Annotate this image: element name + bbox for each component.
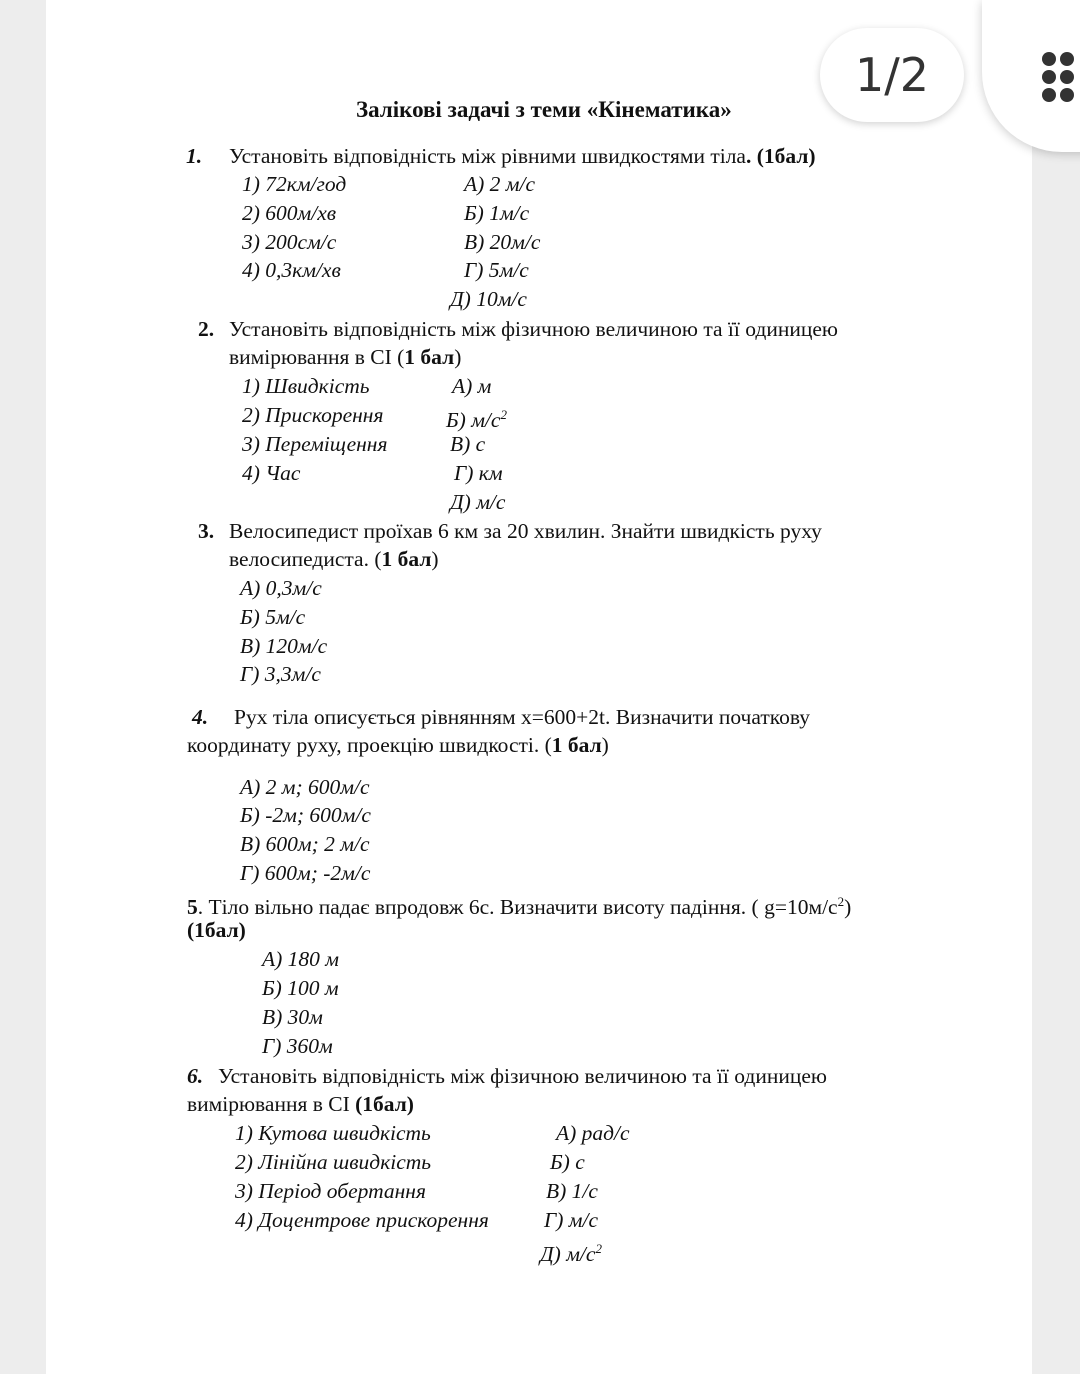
q2-right-item: А) м [452,374,492,398]
q6-text-line1: Установіть відповідність між фізичною величиною та її одиницею [218,1064,827,1088]
q6-text-line2: вимірювання в СІ (1бал) [187,1092,414,1116]
q2-text-line2: вимірювання в СІ (1 бал) [229,345,462,369]
q1-right-item: Г) 5м/с [464,258,529,282]
q6-left-item: 3) Період обертання [235,1179,426,1203]
q1-left-item: 3) 200см/с [242,230,337,254]
q2-left-item: 3) Переміщення [242,432,388,456]
q1-left-item: 1) 72км/год [242,172,347,196]
q1-number: 1. [186,144,203,168]
q6-right-item: В) 1/с [546,1179,598,1203]
q2-left-item: 4) Час [242,461,301,485]
q5-option: А) 180 м [262,947,340,971]
q2-right-item: Б) $м/с^2$ [446,407,507,433]
q4-option: Г) 600м; -2м/с [240,861,371,885]
q2-text-line1: Установіть відповідність між фізичною величиною та її одиницею [229,317,838,341]
q1-left-item: 2) 600м/хв [242,201,337,225]
q6-left-item: 4) Доцентрове прискорення [235,1208,489,1232]
q1-right-item: Д) 10м/с [450,287,527,311]
q1-left-item: 4) 0,3км/хв [242,258,341,282]
document-page [46,0,1032,1374]
q5-option: Б) 100 м [262,976,339,1000]
q6-right-item: Д) $м/с^2$ [540,1241,602,1267]
q5-text: 5. Тіло вільно падає впродовж 6с. Визначити висоту падіння. ( $g=10м/с^2$) [187,894,852,920]
q5-option: Г) 360м [262,1034,333,1058]
q4-number: 4. [192,705,209,729]
q2-number: 2. [198,317,215,341]
page-indicator: 1/2 [820,28,964,122]
q2-left-item: 2) Прискорення [242,403,384,427]
grid-dots-icon[interactable] [1042,52,1074,104]
q3-number: 3. [198,519,215,543]
q1-right-item: Б) 1м/с [464,201,530,225]
q6-right-item: Г) м/с [544,1208,599,1232]
q4-option: В) 600м; 2 м/с [240,832,370,856]
q2-right-item: В) с [450,432,486,456]
q4-option: Б) -2м; 600м/с [240,803,371,827]
q1-right-item: А) 2 м/с [464,172,536,196]
q5-number: 5 [187,895,198,920]
q2-right-item: Д) м/с [450,490,506,514]
q6-left-item: 2) Лінійна швидкість [235,1150,432,1174]
q5-option: В) 30м [262,1005,323,1029]
document-title: Залікові задачі з теми «Кінематика» [356,97,732,122]
q1-right-item: В) 20м/с [464,230,541,254]
q2-right-item: Г) км [454,461,503,485]
q3-option: А) 0,3м/с [240,576,322,600]
q6-number: 6. [187,1064,204,1088]
q6-right-item: Б) с [550,1150,585,1174]
q6-left-item: 1) Кутова швидкість [235,1121,431,1145]
q4-text-line2: координату руху, проекцію швидкості. (1 бал) [187,733,609,757]
q3-option: В) 120м/с [240,634,328,658]
q4-option: А) 2 м; 600м/с [240,775,370,799]
q3-option: Б) 5м/с [240,605,306,629]
q3-text-line1: Велосипедист проїхав 6 км за 20 хвилин. Знайти швидкість руху [229,519,822,543]
q5-points: (1бал) [187,918,246,942]
q3-option: Г) 3,3м/с [240,662,321,686]
q1-text: Установіть відповідність між рівними швидкостями тіла. (1бал) [229,144,816,168]
q6-right-item: А) рад/с [556,1121,630,1145]
q3-text-line2: велосипедиста. (1 бал) [229,547,439,571]
q4-text-line1: Рух тіла описується рівнянням x=600+2t. Визначити початкову [234,705,811,729]
q2-left-item: 1) Швидкість [242,374,370,398]
